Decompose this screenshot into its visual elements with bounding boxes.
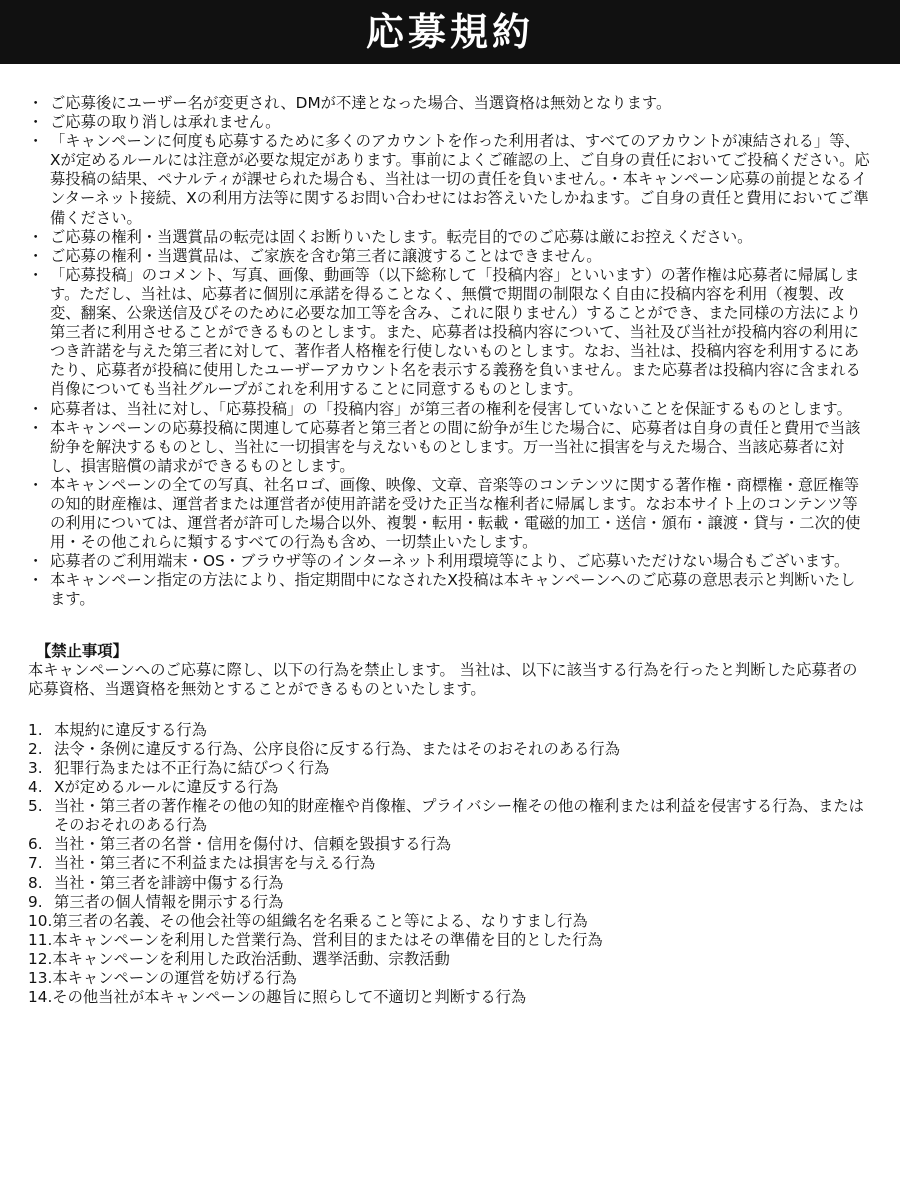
rule-text: ご応募の権利・当選賞品は、ご家族を含む第三者に譲渡することはできません。	[50, 246, 602, 265]
bullet: ・	[28, 475, 44, 494]
rule-item	[28, 476, 870, 552]
prohibited-item	[28, 969, 870, 988]
prohibited-item	[28, 874, 870, 893]
rule-text: ご応募後にユーザー名が変更され、DMが不達となった場合、当選資格は無効となります。	[50, 94, 672, 112]
item-number: 5.	[28, 797, 43, 816]
item-number: 11.	[28, 930, 53, 949]
rule-text: 「キャンペーンに何度も応募するために多くのアカウントを作った利用者は、すべてのアカウントが凍結される」等、Xが定めるルールには注意が必要な規定があります。事前によくご確認の上、ご自身の責任においてご投稿ください。応募投稿の結果、ペナルティが課せられた場合も、当社は一切の責任を負いません。・本キャンペーン応募の前提となるインターネット接続、Xの利用方法等に関するお問い合わせにはお答えいたしかねます。ご自身の責任と費用においてご準備ください。	[50, 132, 870, 227]
prohibited-list	[28, 721, 870, 1007]
rule-text: 本キャンペーンの全ての写真、社名ロゴ、画像、映像、文章、音楽等のコンテンツに関する著作権・商標権・意匠権等の知的財産権は、運営者または運営者が使用許諾を受けた正当な権利者に帰属します。なお本サイト上のコンテンツ等の利用については、運営者が許可した場合以外、複製・転用・転載・電磁的加工・送信・頒布・譲渡・貸与・二次的使用・その他これらに類するすべての行為も含め、一切禁止いたします。	[50, 475, 861, 552]
prohibited-heading: 【禁止事項】	[36, 641, 128, 660]
item-text: 本キャンペーンを利用した営業行為、営利目的またはその準備を目的とした行為	[52, 930, 603, 949]
item-text: 第三者の名義、その他会社等の組織名を名乗ること等による、なりすまし行為	[52, 911, 588, 930]
rule-item	[28, 400, 870, 419]
terms-content	[0, 64, 900, 1007]
rule-item	[28, 247, 870, 266]
bullet: ・	[28, 265, 44, 284]
item-number: 4.	[28, 778, 43, 797]
rule-text: ご応募の取り消しは承れません。	[50, 113, 281, 132]
item-text: 本規約に違反する行為	[54, 720, 207, 739]
rule-text: 「応募投稿」のコメント、写真、画像、動画等（以下総称して「投稿内容」といいます）の著作権は応募者に帰属します。ただし、当社は、応募者に個別に承諾を得ることなく、無償で期間の制限なく自由に投稿内容を利用（複製、改変、翻案、公衆送信及びそのために必要な加工等を含み、これに限りません）することができ、また同様の方法により第三者に利用させることができるものとします。また、応募者は投稿内容について、当社及び当社が投稿内容の利用につき許諾を与えた第三者に対して、著作者人格権を行使しないものとします。なお、当社は、投稿内容を利用するにあたり、応募者が投稿に使用したユーザーアカウント名を表示する義務を負いません。また応募者は投稿内容に含まれる肖像についても当社グループがこれを利用することに同意するものとします。	[50, 265, 862, 399]
item-text: その他当社が本キャンペーンの趣旨に照らして不適切と判断する行為	[52, 988, 527, 1007]
item-number: 3.	[28, 759, 43, 777]
item-text: 当社・第三者の名誉・信用を傷付け、信頼を毀損する行為	[54, 835, 452, 854]
bullet: ・	[28, 418, 44, 437]
rule-item	[28, 113, 870, 132]
bullet: ・	[28, 552, 44, 571]
item-number: 7.	[28, 854, 43, 873]
item-text: 当社・第三者を誹謗中傷する行為	[54, 873, 284, 892]
item-number: 6.	[28, 835, 43, 854]
page-title: 応募規約	[365, 10, 534, 54]
rule-item	[28, 552, 870, 571]
rule-item	[28, 571, 870, 609]
bullet: ・	[28, 132, 44, 151]
bullet: ・	[28, 571, 44, 590]
item-text: Xが定めるルールに違反する行為	[54, 778, 279, 797]
bullet: ・	[28, 399, 44, 418]
prohibited-item	[28, 797, 870, 835]
rule-item	[28, 266, 870, 400]
prohibited-item	[28, 988, 870, 1007]
rule-text: 応募者のご利用端末・OS・ブラウザ等のインターネット利用環境等により、ご応募いただけない場合もございます。	[50, 552, 850, 571]
rule-text: ご応募の権利・当選賞品の転売は固くお断りいたします。転売目的でのご応募は厳にお控えください。	[50, 227, 753, 246]
item-number: 12.	[28, 949, 53, 968]
prohibited-intro: 本キャンペーンへのご応募に際し、以下の行為を禁止します。 当社は、以下に該当する行為を行ったと判断した応募者の応募資格、当選資格を無効とすることができるものといたします。	[28, 660, 858, 698]
item-number: 13.	[28, 969, 53, 988]
rule-item	[28, 94, 870, 113]
item-text: 本キャンペーンの運営を妨げる行為	[52, 969, 297, 988]
item-number: 1.	[28, 720, 43, 739]
item-number: 14.	[28, 988, 53, 1007]
title-banner	[0, 0, 900, 64]
prohibited-item	[28, 835, 870, 854]
prohibited-item	[28, 759, 870, 778]
bullet: ・	[28, 94, 44, 112]
rule-item	[28, 228, 870, 247]
rules-list	[28, 94, 870, 610]
item-number: 9.	[28, 892, 43, 911]
bullet: ・	[28, 227, 44, 246]
prohibited-item	[28, 854, 870, 873]
item-text: 第三者の個人情報を開示する行為	[54, 892, 284, 911]
rule-text: 本キャンペーン指定の方法により、指定期間中になされたX投稿は本キャンペーンへのご応募の意思表示と判断いたします。	[50, 571, 856, 609]
rule-text: 応募者は、当社に対し、「応募投稿」の「投稿内容」が第三者の権利を侵害していないことを保証するものとします。	[50, 399, 852, 418]
prohibited-item	[28, 721, 870, 740]
rule-item	[28, 419, 870, 476]
bullet: ・	[28, 246, 44, 265]
rule-item	[28, 132, 870, 227]
item-text: 法令・条例に違反する行為、公序良俗に反する行為、またはそのおそれのある行為	[54, 739, 620, 758]
prohibited-item	[28, 931, 870, 950]
prohibited-item	[28, 778, 870, 797]
prohibited-item	[28, 893, 870, 912]
item-number: 2.	[28, 739, 43, 758]
prohibited-item	[28, 950, 870, 969]
rule-text: 本キャンペーンの応募投稿に関連して応募者と第三者との間に紛争が生じた場合に、応募者は自身の責任と費用で当該紛争を解決するものとし、当社に一切損害を与えないものとします。万一当社に損害を与えた場合、当該応募者に対し、損害賠償の請求ができるものとします。	[50, 418, 861, 475]
prohibited-item	[28, 912, 870, 931]
bullet: ・	[28, 113, 44, 132]
item-text: 当社・第三者の著作権その他の知的財産権や肖像権、プライバシー権その他の権利または利益を侵害する行為、またはそのおそれのある行為	[54, 797, 864, 835]
item-number: 10.	[28, 911, 53, 930]
item-text: 本キャンペーンを利用した政治活動、選挙活動、宗教活動	[52, 949, 450, 968]
prohibited-item	[28, 740, 870, 759]
item-text: 犯罪行為または不正行為に結びつく行為	[54, 759, 330, 777]
item-text: 当社・第三者に不利益または損害を与える行為	[54, 854, 376, 873]
item-number: 8.	[28, 873, 43, 892]
